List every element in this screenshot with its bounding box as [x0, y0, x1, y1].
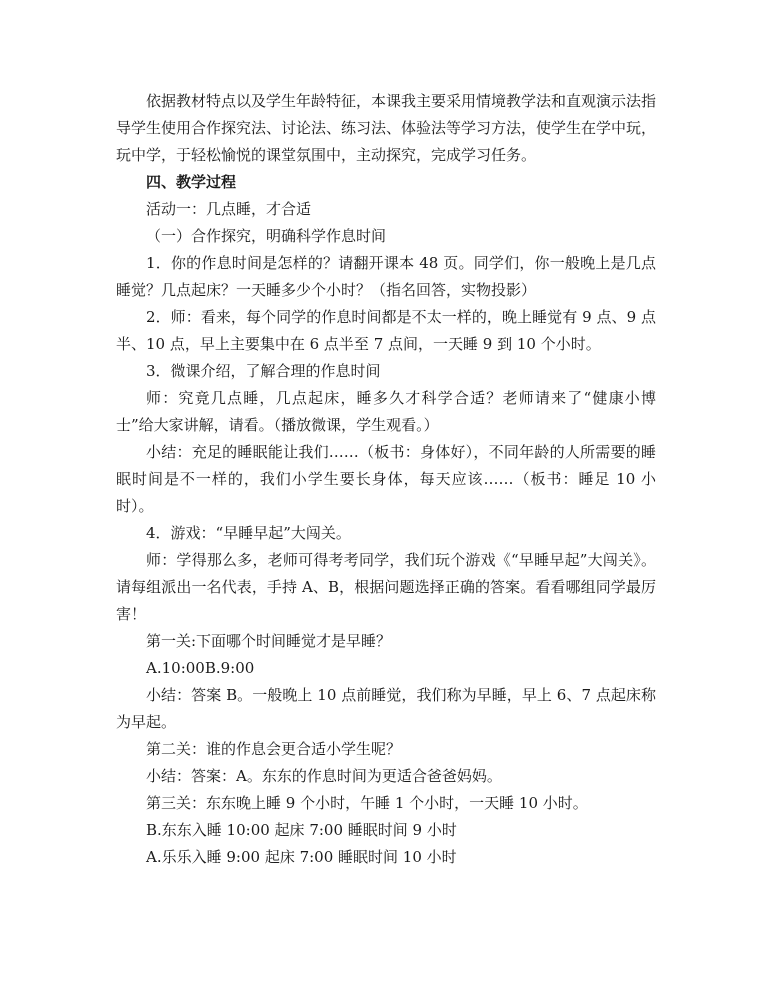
paragraph-teaching-methods: 依据教材特点以及学生年龄特征，本课我主要采用情境教学法和直观演示法指导学生使用合作探究法、讨论法、练习法、体验法等学习方法，使学生在学中玩，玩中学，于轻松愉悦的课堂氛围中，主动探究，完成学习任务。: [116, 92, 657, 164]
paragraph-summary-sleep: 小结：充足的睡眠能让我们……（板书：身体好），不同年龄的人所需要的睡眠时间是不一样的，我们小学生要长身体，每天应该……（板书：睡足 10 小时）。: [116, 443, 656, 515]
paragraph-step-4-game: 4．游戏：“早睡早起”大闯关。: [146, 524, 351, 542]
paragraph-level-1: 第一关:下面哪个时间睡觉才是早睡？: [146, 632, 392, 650]
paragraph-step-1: 1．你的作息时间是怎样的？请翻开课本 48 页。同学们，你一般晚上是几点睡觉？几点起床？一天睡多少个小时？（指名回答，实物投影）: [116, 254, 656, 299]
paragraph-level-1-summary: 小结：答案 B。一般晚上 10 点前睡觉，我们称为早睡，早上 6、7 点起床称为早起。: [116, 686, 656, 731]
subsection-cooperative-inquiry: （一）合作探究，明确科学作息时间: [146, 227, 387, 245]
paragraph-option-a: A.乐乐入睡 9:00 起床 7:00 睡眠时间 10 小时: [146, 848, 457, 866]
paragraph-step-3: 3．微课介绍，了解合理的作息时间: [146, 362, 381, 380]
paragraph-level-2-summary: 小结：答案：A。东东的作息时间为更适合爸爸妈妈。: [146, 767, 502, 785]
paragraph-option-b: B.东东入睡 10:00 起床 7:00 睡眠时间 9 小时: [146, 821, 457, 839]
document-body: [116, 88, 656, 871]
activity-one-title: 活动一：几点睡，才合适: [146, 200, 312, 218]
section-heading-teaching-process: 四、教学过程: [146, 173, 237, 191]
paragraph-level-3: 第三关：东东晚上睡 9 个小时，午睡 1 个小时，一天睡 10 小时。: [146, 794, 588, 812]
paragraph-teacher-microlesson: 师：究竟几点睡，几点起床，睡多久才科学合适？老师请来了“健康小博士”给大家讲解，请看。（播放微课，学生观看。）: [116, 389, 656, 434]
paragraph-step-2: 2．师：看来，每个同学的作息时间都是不太一样的，晚上睡觉有 9 点、9 点半、10 点，早上主要集中在 6 点半至 7 点间，一天睡 9 到 10 个小时。: [116, 308, 656, 353]
paragraph-teacher-game: 师：学得那么多，老师可得考考同学，我们玩个游戏《“早睡早起”大闯关》。请每组派出一名代表，手持 A、B，根据问题选择正确的答案。看看哪组同学最厉害！: [116, 551, 656, 623]
paragraph-level-1-options: A.10:00B.9:00: [146, 659, 255, 677]
paragraph-level-2: 第二关：谁的作息会更合适小学生呢？: [146, 740, 402, 758]
